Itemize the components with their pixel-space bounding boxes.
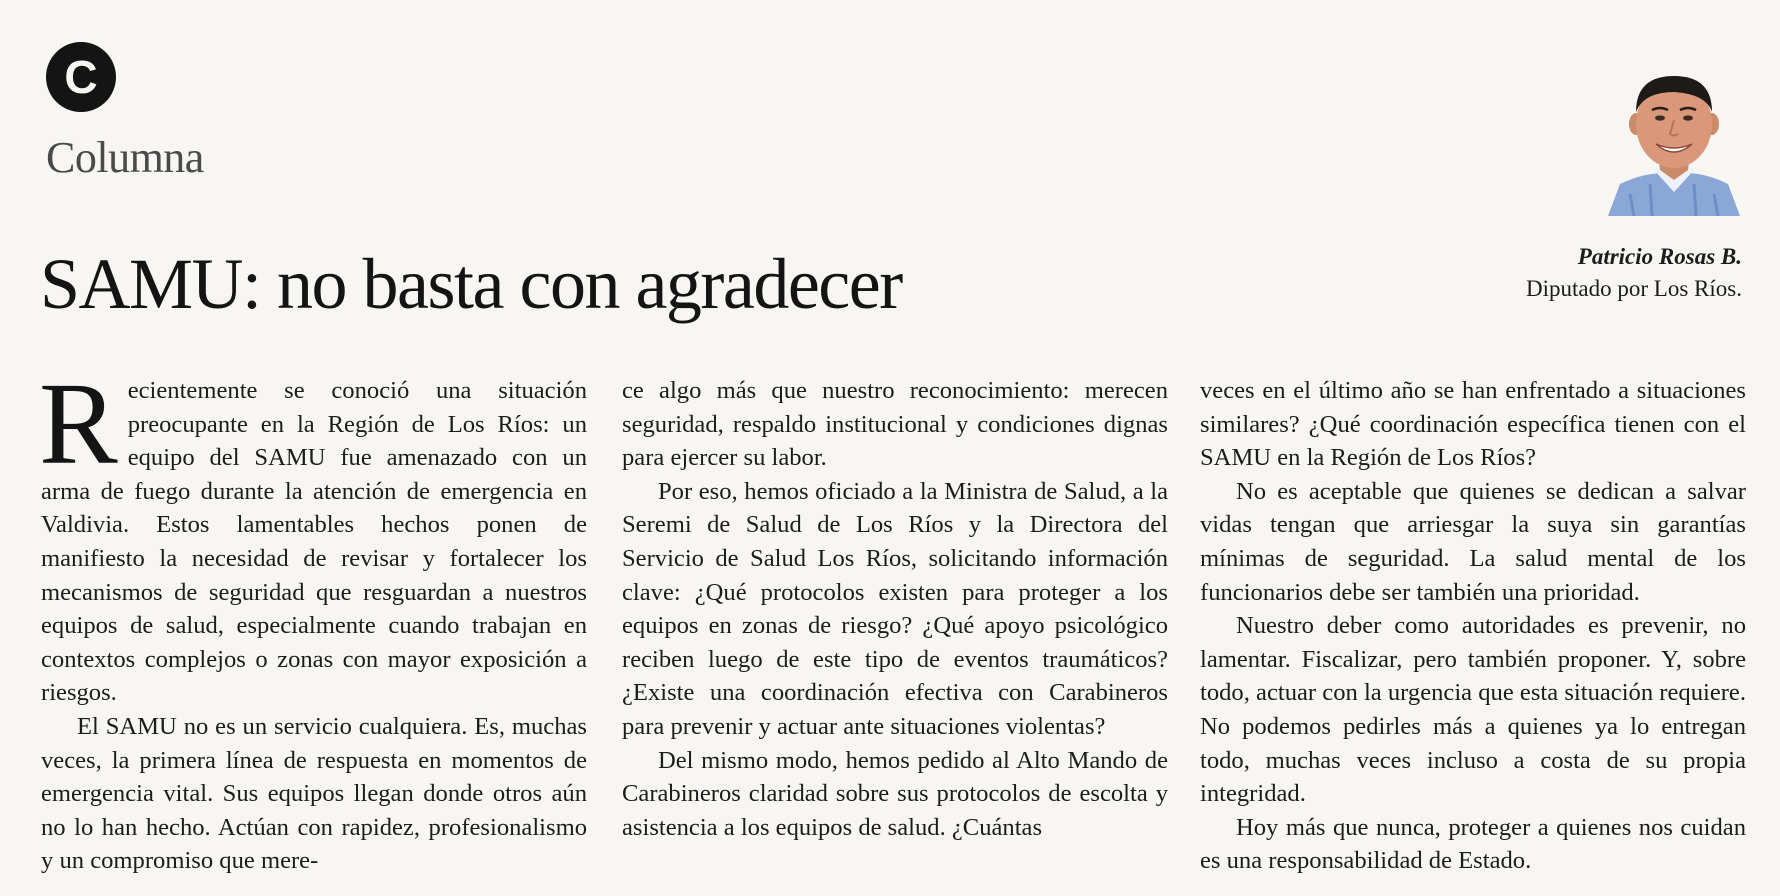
paragraph: Por eso, hemos oficiado a la Ministra de Salud, a la Seremi de Salud de Los Ríos y la Directora del Servicio de Salud Los Ríos, solicitando información clave: ¿Qué protocolos existen para proteger a los equipos en zonas de riesgo? ¿Qué apoyo psicológico reciben luego de este tipo de eventos traumáticos? ¿Existe una coordinación efectiva con Carabineros para prevenir y actuar ante situaciones violentas? <box>622 477 1168 740</box>
paragraph <box>39 358 587 710</box>
headline: SAMU: no basta con agradecer <box>40 244 902 324</box>
paragraph: veces en el último año se han enfrentado a situaciones similares? ¿Qué coordinación específica tienen con el SAMU en la Región de Los Ríos? <box>1200 377 1746 472</box>
author-name: Patricio Rosas B. <box>1577 244 1742 269</box>
paragraph: El SAMU no es un servicio cualquiera. Es, muchas veces, la primera línea de respuesta en momentos de emergencia vital. Sus equipos llegan donde otros aún no lo han hecho. Actúan con rapidez, profesionalismo y un compromiso que mere- <box>41 712 587 875</box>
section-label: Columna <box>46 133 204 182</box>
article-column-2 <box>622 374 1168 844</box>
paragraph: Del mismo modo, hemos pedido al Alto Mando de Carabineros claridad sobre sus protocolos de escolta y asistencia a los equipos de salud. ¿Cuántas <box>622 746 1168 841</box>
paragraph: ce algo más que nuestro reconocimiento: merecen seguridad, respaldo institucional y condiciones dignas para ejercer su labor. <box>622 377 1168 472</box>
paragraph-text: ecientemente se conoció una situación preocupante en la Región de Los Ríos: un equipo del SAMU fue amenazado con un arma de fuego durante la atención de emergencia en Valdivia. Estos lamentables hechos ponen de manifiesto la necesidad de revisar y fortalecer los mecanismos de seguridad que resguardan a nuestros equipos de salud, especialmente cuando trabajan en contextos complejos o zonas con mayor exposición a riesgos. <box>41 377 587 707</box>
paragraph: Nuestro deber como autoridades es prevenir, no lamentar. Fiscalizar, pero también proponer. Y, sobre todo, actuar con la urgencia que esta situación requiere. No podemos pedirles más a quienes ya lo entregan todo, muchas veces incluso a costa de su propia integridad. <box>1200 612 1746 808</box>
paragraph: No es aceptable que quienes se dedican a salvar vidas tengan que arriesgar la suya sin garantías mínimas de seguridad. La salud mental de los funcionarios debe ser también una prioridad. <box>1200 477 1746 606</box>
column-logo: C <box>46 42 116 112</box>
article-column-3 <box>1200 374 1746 878</box>
author-role: Diputado por Los Ríos. <box>1526 276 1742 301</box>
article-column-1 <box>39 358 587 878</box>
drop-cap: R <box>39 358 118 489</box>
author-photo <box>1590 66 1758 216</box>
paragraph: Hoy más que nunca, proteger a quienes nos cuidan es una responsabilidad de Estado. <box>1200 813 1746 875</box>
